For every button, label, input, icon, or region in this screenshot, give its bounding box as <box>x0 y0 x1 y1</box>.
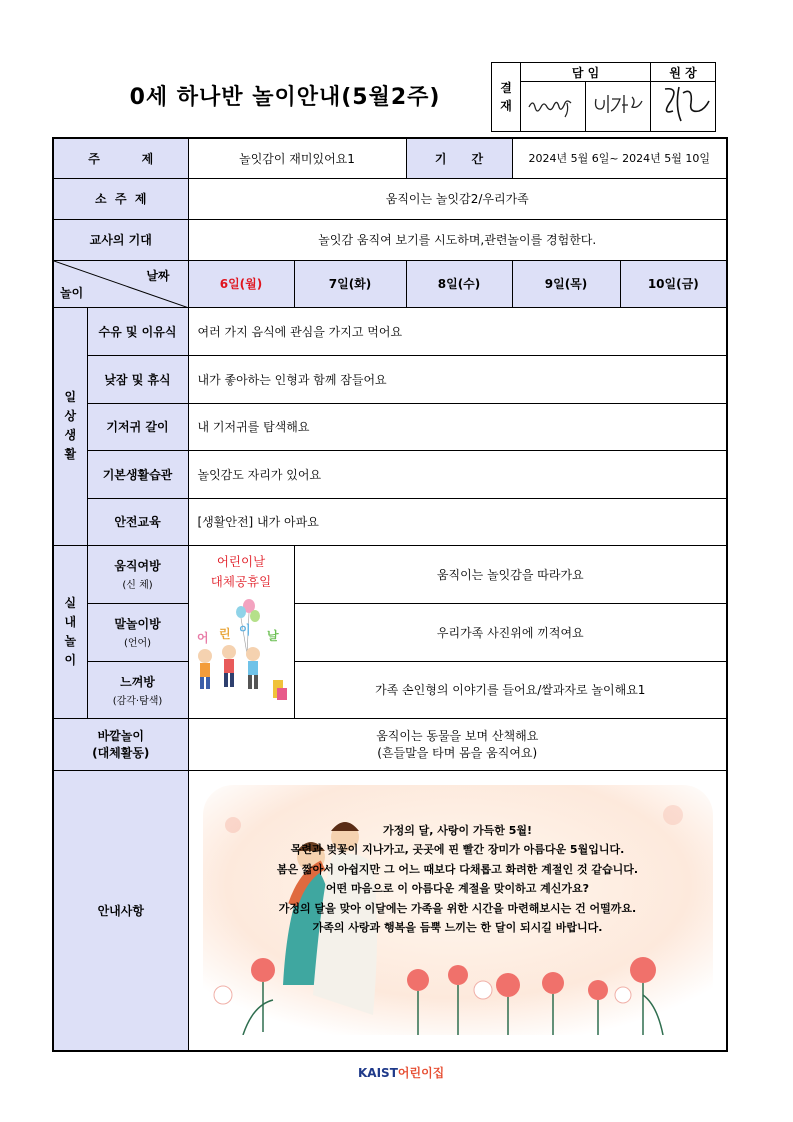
subtheme-value: 움직이는 놀잇감2/우리가족 <box>188 178 727 219</box>
indoor-item-label <box>87 661 188 718</box>
daily-item-label: 수유 및 이유식 <box>87 307 188 355</box>
teacher-header: 담 임 <box>521 63 651 82</box>
approval-box <box>491 62 716 132</box>
notice-line: 가정의 달을 맞아 이달에는 가족을 위한 시간을 마련해보시는 건 어떨까요. <box>278 901 637 915</box>
daily-item-label: 기저귀 갈이 <box>87 403 188 450</box>
daily-life-group-label: 일 상 생 활 <box>53 307 87 545</box>
teacher-signature-1 <box>521 82 586 132</box>
daily-item-label: 기본생활습관 <box>87 450 188 498</box>
approval-label: 결 재 <box>492 63 521 132</box>
daily-item-label: 안전교육 <box>87 498 188 545</box>
period-value: 2024년 5월 6일~ 2024년 5월 10일 <box>512 138 727 178</box>
plan-table <box>52 137 728 1052</box>
outdoor-label-line1: 바깥놀이 <box>97 729 144 743</box>
day-corner-header <box>53 260 188 307</box>
day-header-mon: 6일(월) <box>188 260 294 307</box>
outdoor-line2: (흔들말을 타며 몸을 움직여요) <box>377 746 538 760</box>
period-label: 기 간 <box>406 138 512 178</box>
daily-item-value: 내가 좋아하는 인형과 함께 잠들어요 <box>188 355 727 403</box>
notice-line: 봄은 짧아서 아쉽지만 그 어느 때보다 다채롭고 화려한 계절인 것 같습니다. <box>276 862 639 876</box>
banner-letter: 어 <box>197 630 209 645</box>
holiday-subtitle: 대체공휴일 <box>210 573 272 589</box>
director-signature <box>651 82 716 132</box>
outdoor-line1: 움직이는 동물을 보며 산책해요 <box>376 729 539 743</box>
logo-kaist-text: KAIST <box>358 1066 398 1080</box>
page-title: 0세 하나반 놀이안내(5월2주) <box>129 85 441 110</box>
corner-play-label: 놀이 <box>60 285 84 300</box>
daily-item-value: 내 기저귀를 탐색해요 <box>188 403 727 450</box>
holiday-title: 어린이날 <box>216 553 266 569</box>
day-header-wed: 8일(수) <box>406 260 512 307</box>
kaist-daycare-logo <box>358 1064 444 1081</box>
teacher-signature-2 <box>586 82 651 132</box>
indoor-item-label <box>87 545 188 603</box>
daily-item-label: 낮잠 및 휴식 <box>87 355 188 403</box>
notice-line: 가족의 사랑과 행복을 듬뿍 느끼는 한 달이 되시길 바랍니다. <box>312 921 603 934</box>
expectation-label: 교사의 기대 <box>53 219 188 260</box>
childrens-day-illustration <box>191 592 291 707</box>
indoor-item-title: 말놀이방 <box>114 617 161 631</box>
banner-letter: 이 <box>239 622 251 637</box>
subtheme-label: 소 주 제 <box>53 178 188 219</box>
daily-item-value: [생활안전] 내가 아파요 <box>188 498 727 545</box>
holiday-cell <box>188 545 294 718</box>
notice-line: 가정의 달, 사랑이 가득한 5월! <box>382 823 533 837</box>
director-header: 원 장 <box>651 63 716 82</box>
theme-value: 놀잇감이 재미있어요1 <box>188 138 406 178</box>
notice-line: 목련과 벚꽃이 지나가고, 곳곳에 핀 빨간 장미가 아름다운 5월입니다. <box>290 843 625 856</box>
indoor-item-value: 우리가족 사진위에 끼적여요 <box>294 603 727 661</box>
outdoor-value <box>188 718 727 770</box>
banner-letter: 날 <box>267 628 279 643</box>
banner-letter: 린 <box>219 626 231 641</box>
indoor-item-title: 움직여방 <box>114 559 161 573</box>
indoor-item-value: 움직이는 놀잇감을 따라가요 <box>294 545 727 603</box>
indoor-item-sub: (신 체) <box>122 580 153 591</box>
theme-label: 주 제 <box>53 138 188 178</box>
day-header-thu: 9일(목) <box>512 260 620 307</box>
indoor-item-sub: (언어) <box>123 638 152 649</box>
outdoor-label-line2: (대체활동) <box>92 746 150 760</box>
daily-item-value: 놀잇감도 자리가 있어요 <box>188 450 727 498</box>
day-header-fri: 10일(금) <box>620 260 727 307</box>
notice-content <box>188 770 727 1051</box>
indoor-item-label <box>87 603 188 661</box>
logo-daycare-text: 어린이집 <box>397 1066 445 1080</box>
corner-date-label: 날짜 <box>146 268 170 283</box>
indoor-item-sub: (감각·탐색) <box>112 695 163 707</box>
daily-item-value: 여러 가지 음식에 관심을 가지고 먹어요 <box>188 307 727 355</box>
notice-text <box>203 821 713 938</box>
expectation-value: 놀잇감 움직여 보기를 시도하며,관련놀이를 경험한다. <box>188 219 727 260</box>
notice-label: 안내사항 <box>53 770 188 1051</box>
notice-line: 어떤 마음으로 이 아름다운 계절을 맞이하고 계신가요? <box>325 882 590 895</box>
indoor-group-label: 실 내 놀 이 <box>53 545 87 718</box>
outdoor-label <box>53 718 188 770</box>
indoor-item-value: 가족 손인형의 이야기를 들어요/쌀과자로 놀이해요1 <box>294 661 727 718</box>
indoor-item-title: 느껴방 <box>120 674 155 689</box>
day-header-tue: 7일(화) <box>294 260 406 307</box>
